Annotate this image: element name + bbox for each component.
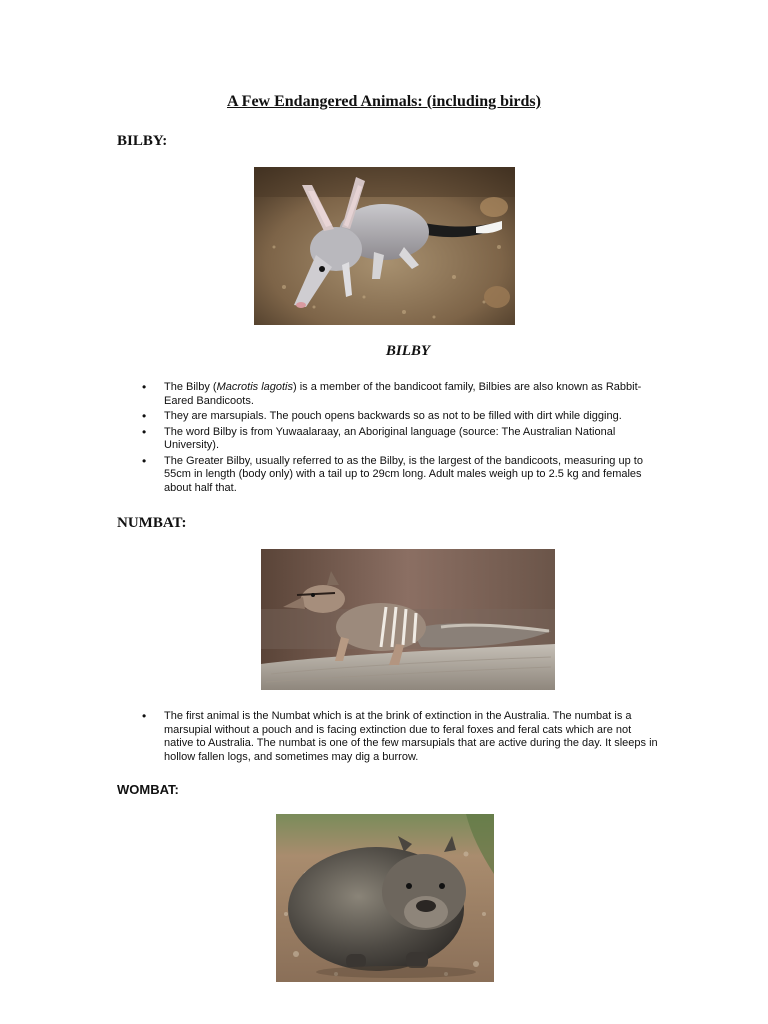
numbat-photo — [261, 549, 555, 690]
wombat-photo — [276, 814, 494, 982]
numbat-facts-list — [140, 710, 660, 766]
bilby-heading: BILBY: — [117, 133, 168, 149]
list-item: • The Bilby (Macrotis lagotis) is a member of the bandicoot family, Bilbies are also known as Rabbit-Eared Bandicoots. — [140, 381, 660, 408]
bilby-caption: BILBY — [385, 343, 431, 359]
wombat-heading: WOMBAT: — [117, 782, 179, 797]
numbat-heading: NUMBAT: — [117, 515, 187, 531]
bilby-photo — [254, 167, 515, 325]
page-title: A Few Endangered Animals: (including birds) — [227, 93, 541, 110]
list-item: • The Greater Bilby, usually referred to as the Bilby, is the largest of the bandicoots, measuring up to 55cm in length (body only) with a tail up to 29cm long. Adult males weigh up to 2.5 kg and females about half that. — [140, 455, 660, 496]
scientific-name: Macrotis lagotis — [216, 381, 293, 393]
list-item: • The first animal is the Numbat which is at the brink of extinction in the Australia. The numbat is a marsupial without a pouch and is facing extinction due to feral foxes and feral cats which are not native to Australia. The numbat is one of the few marsupials that are active during the day. It sleeps in hollow fallen logs, and sometimes may dig a burrow. — [140, 710, 660, 764]
bilby-facts-list — [140, 381, 660, 497]
list-item: • The word Bilby is from Yuwaalaraay, an Aboriginal language (source: The Australian National University). — [140, 426, 660, 453]
list-item: • They are marsupials. The pouch opens backwards so as not to be filled with dirt while digging. — [140, 410, 660, 424]
